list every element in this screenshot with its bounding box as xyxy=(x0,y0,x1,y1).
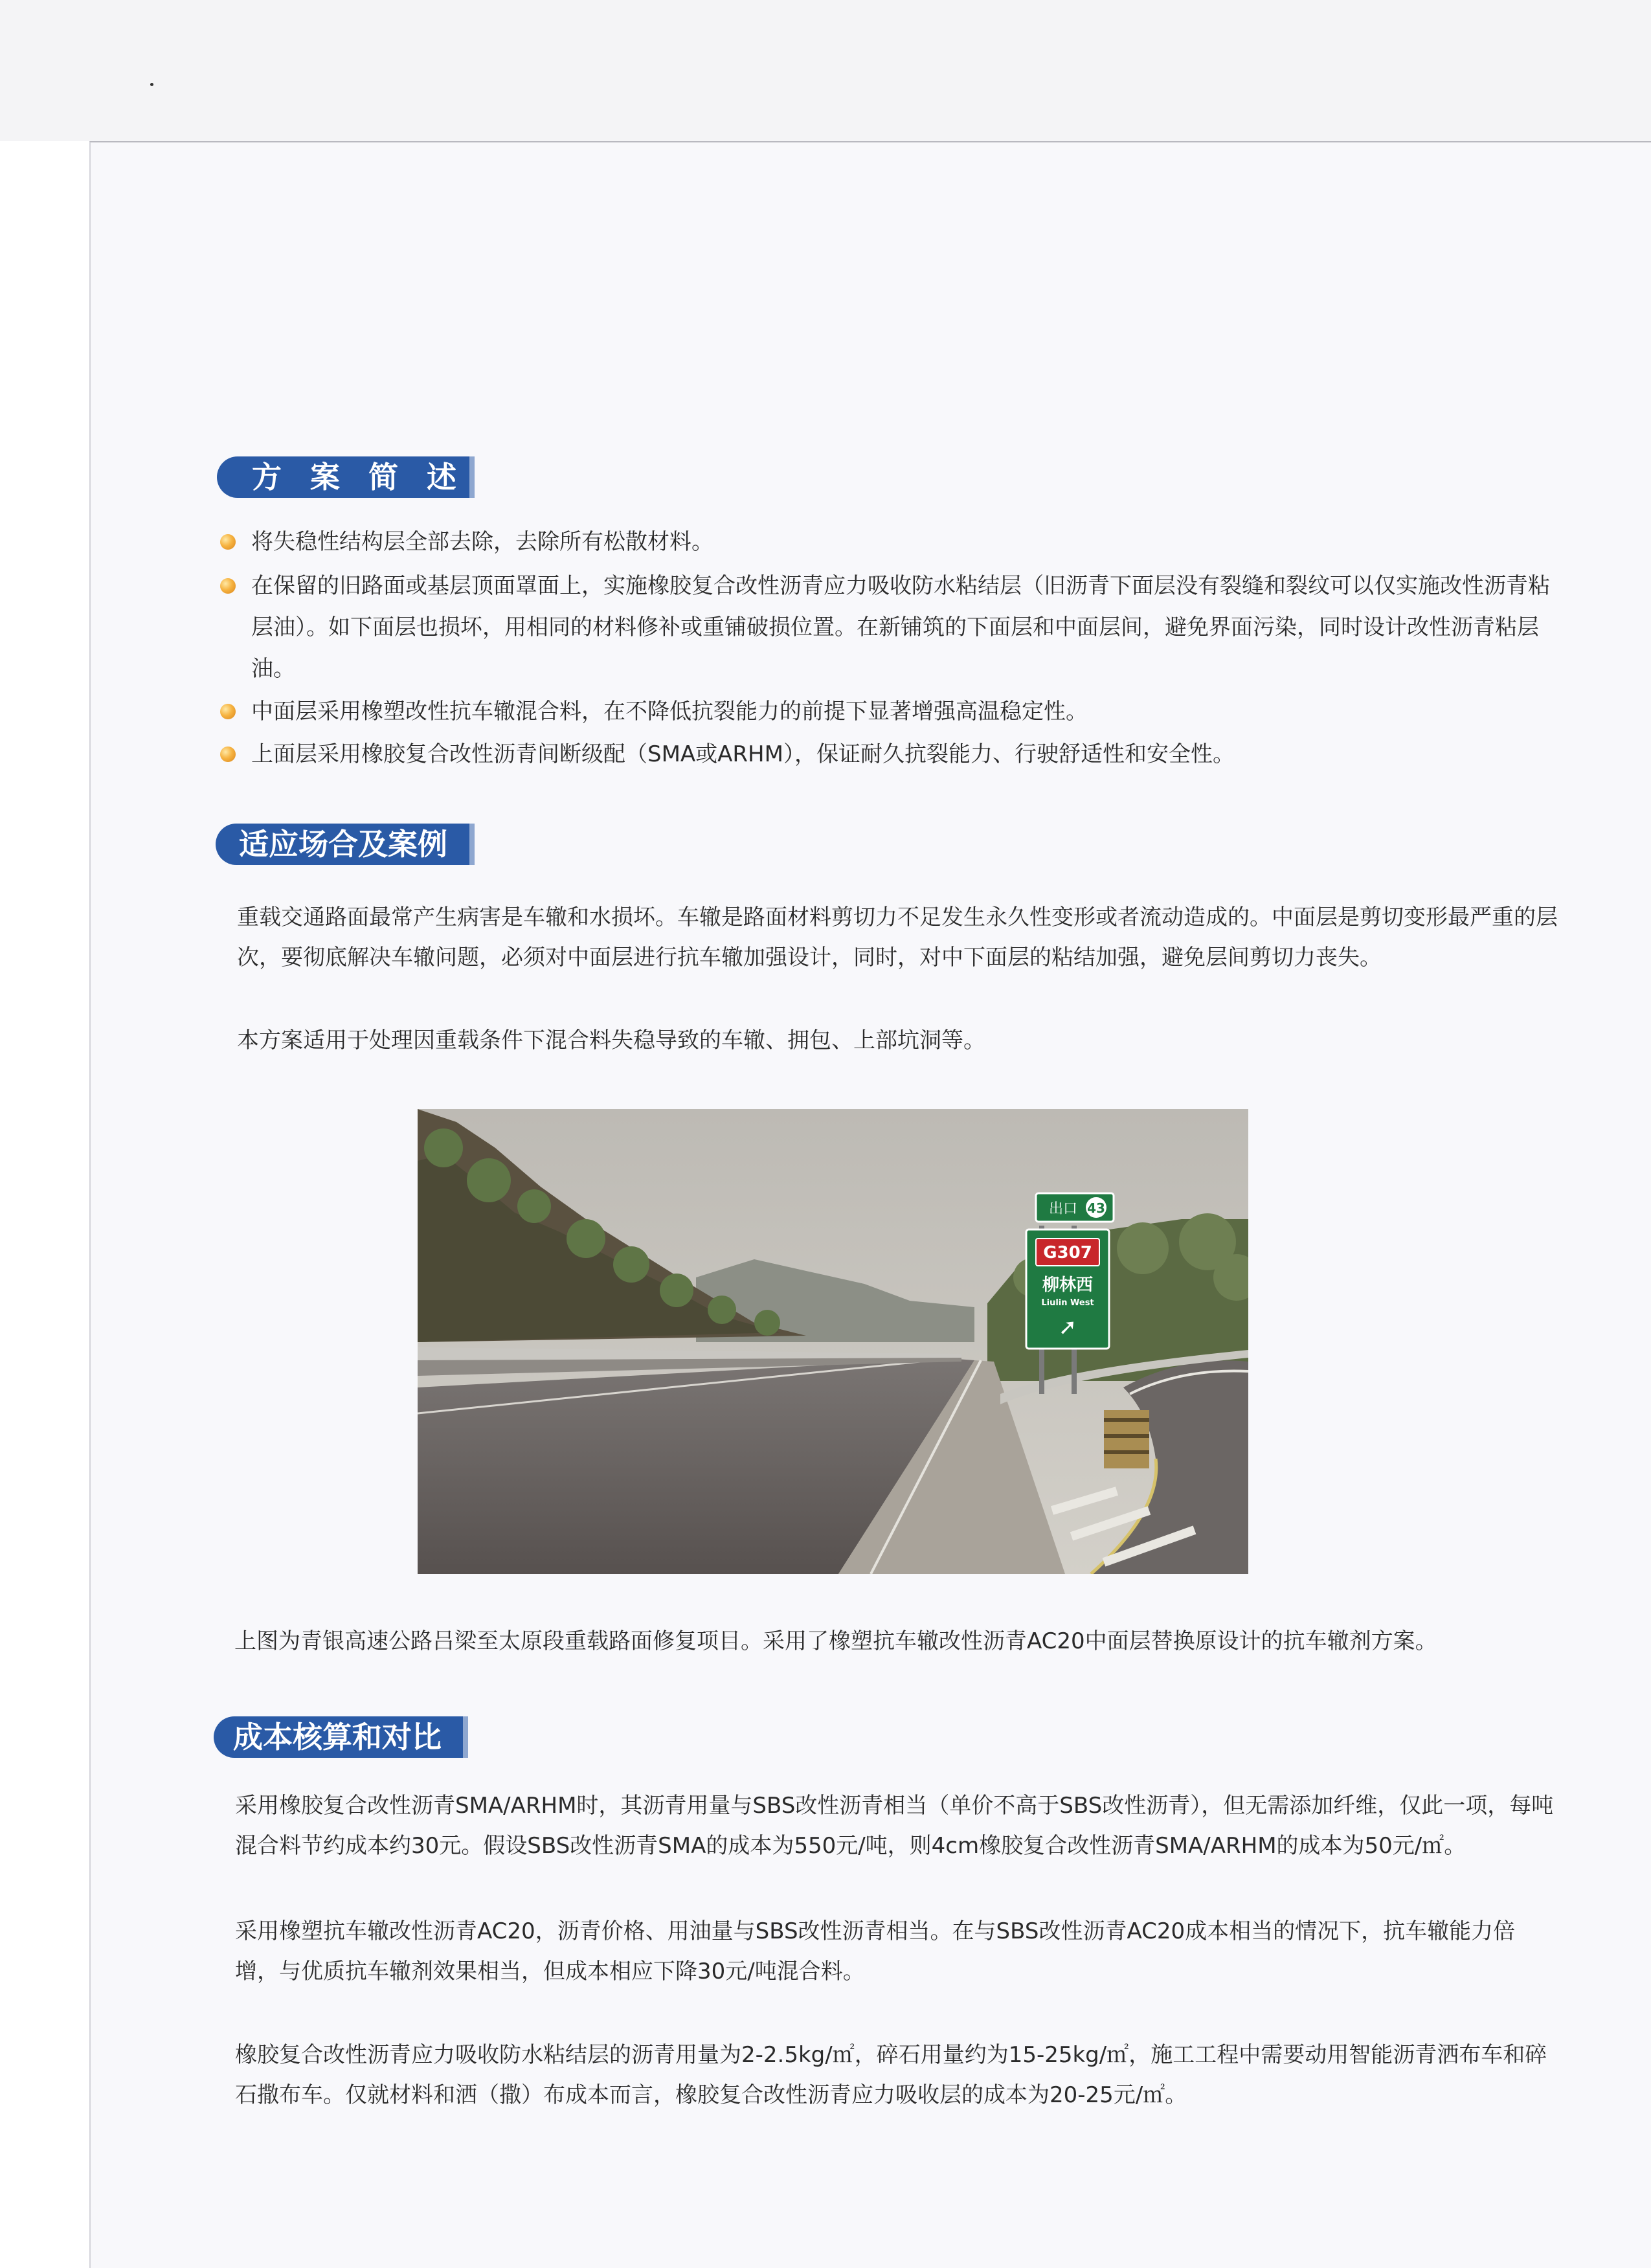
highway-photo xyxy=(418,1109,1248,1574)
sign-exit-number: 43 xyxy=(1087,1200,1105,1216)
photo-caption: 上图为青银高速公路吕梁至太原段重载路面修复项目。采用了橡塑抗车辙改性沥青AC20中面层替换原设计的抗车辙剂方案。 xyxy=(234,1628,1437,1654)
scan-speck xyxy=(150,83,153,86)
cases-paragraph-2: 本方案适用于处理因重载条件下混合料失稳导致的车辙、拥包、上部坑洞等。 xyxy=(237,1027,985,1053)
bullet-text: 中面层采用橡塑改性抗车辙混合料，在不降低抗裂能力的前提下显著增强高温稳定性。 xyxy=(251,699,1088,724)
overview-bullet-list xyxy=(220,521,1567,776)
list-item xyxy=(220,521,1567,563)
cases-paragraph-1: 重载交通路面最常产生病害是车辙和水损坏。车辙是路面材料剪切力不足发生永久性变形或者流动造成的。中面层是剪切变形最严重的层次，要彻底解决车辙问题，必须对中面层进行抗车辙加强设计，同时，对中下面层的粘结加强，避免层间剪切力丧失。 xyxy=(237,904,1558,971)
section-heading-cases: 适应场合及案例 xyxy=(216,824,469,865)
sign-place-en: Liulin West xyxy=(1041,1298,1094,1308)
bullet-icon xyxy=(220,704,236,719)
section-heading-cost: 成本核算和对比 xyxy=(214,1716,463,1758)
sign-route: G307 xyxy=(1043,1243,1092,1263)
bullet-icon xyxy=(220,747,236,762)
bullet-icon xyxy=(220,534,236,550)
bullet-text: 将失稳性结构层全部去除，去除所有松散材料。 xyxy=(251,529,713,555)
list-item xyxy=(220,565,1567,690)
bullet-text: 上面层采用橡胶复合改性沥青间断级配（SMA或ARHM），保证耐久抗裂能力、行驶舒适性和安全性。 xyxy=(251,741,1235,767)
list-item xyxy=(220,734,1567,775)
cost-paragraph-2: 采用橡塑抗车辙改性沥青AC20，沥青价格、用油量与SBS改性沥青相当。在与SBS改性沥青AC20成本相当的情况下，抗车辙能力倍增，与优质抗车辙剂效果相当，但成本相应下降30元/吨混合料。 xyxy=(235,1918,1516,1984)
cost-paragraph-1: 采用橡胶复合改性沥青SMA/ARHM时，其沥青用量与SBS改性沥青相当（单价不高于SBS改性沥青），但无需添加纤维，仅此一项，每吨混合料节约成本约30元。假设SBS改性沥青SMA的成本为550元/吨，则4cm橡胶复合改性沥青SMA/ARHM的成本为50元/㎡。 xyxy=(235,1793,1554,1859)
arrow-icon: ➚ xyxy=(1058,1314,1077,1340)
bullet-icon xyxy=(220,578,236,594)
sign-place-cn: 柳林西 xyxy=(1042,1275,1094,1295)
cost-paragraph-3: 橡胶复合改性沥青应力吸收防水粘结层的沥青用量为2-2.5kg/㎡，碎石用量约为15-25kg/㎡，施工工程中需要动用智能沥青洒布车和碎石撒布车。仅就材料和洒（撒）布成本而言，橡胶复合改性沥青应力吸收层的成本为20-25元/㎡。 xyxy=(235,2042,1547,2108)
section-heading-overview: 方 案 简 述 xyxy=(217,456,469,498)
sign-exit-label: 出口 xyxy=(1049,1201,1078,1217)
scan-margin xyxy=(0,0,1651,141)
bullet-text: 在保留的旧路面或基层顶面罩面上，实施橡胶复合改性沥青应力吸收防水粘结层（旧沥青下面层没有裂缝和裂纹可以仅实施改性沥青粘层油）。如下面层也损坏，用相同的材料修补或重铺破损位置。在新铺筑的下面层和中面层间，避免界面污染，同时设计改性沥青粘层油。 xyxy=(251,573,1550,682)
list-item xyxy=(220,691,1567,732)
